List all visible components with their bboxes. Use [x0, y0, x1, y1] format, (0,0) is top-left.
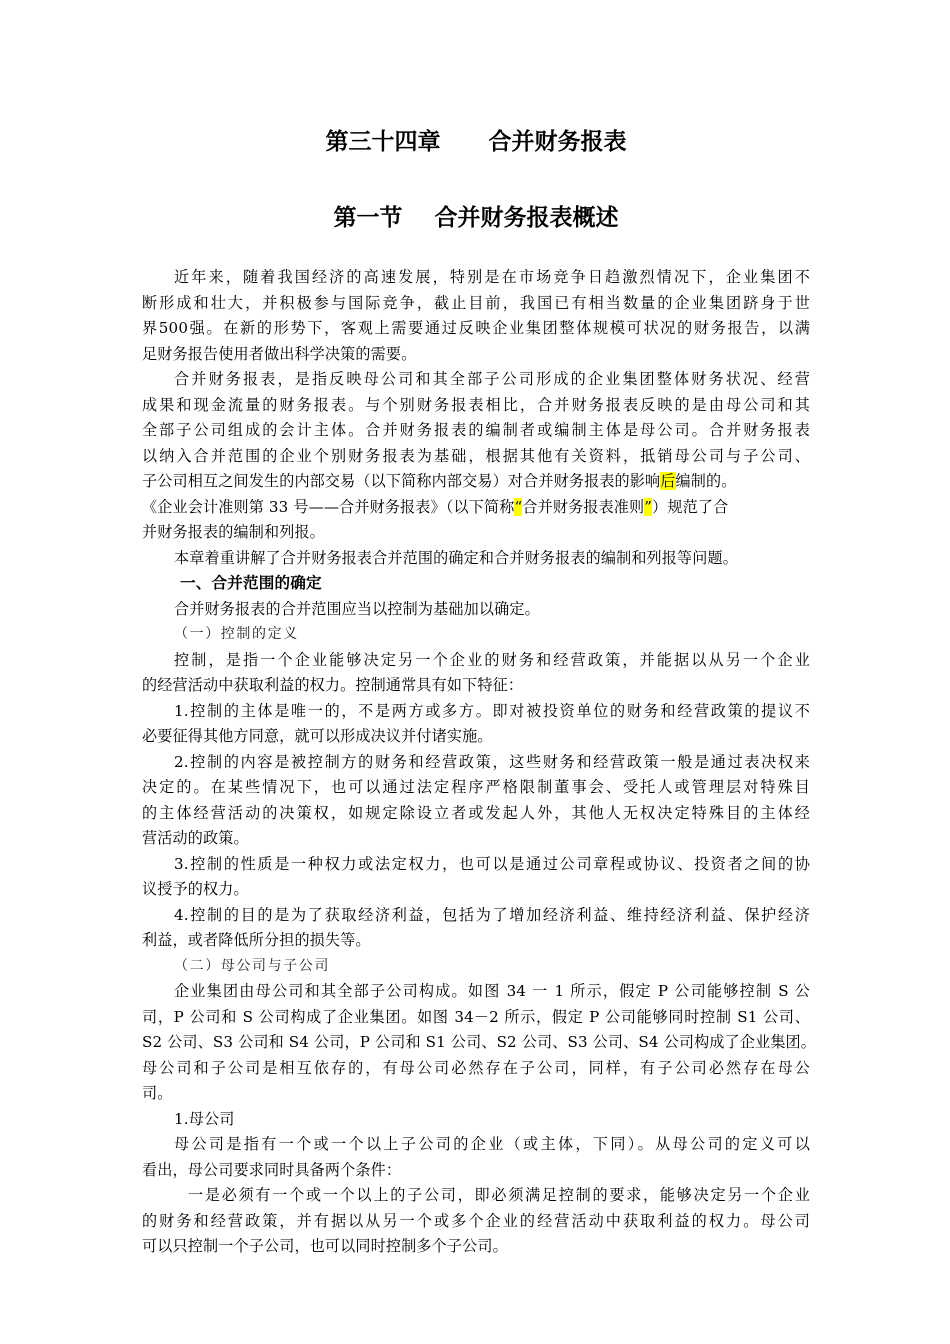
paragraph-line: 看出，母公司要求同时具备两个条件：	[142, 1160, 402, 1179]
paragraph-line: 以纳入合并范围的企业个别财务报表为基础，根据其他有关资料，抵销母公司与子公司、	[142, 446, 810, 465]
paragraph-line: 可以只控制一个子公司，也可以同时控制多个子公司。	[142, 1237, 508, 1255]
highlighted-text: 后	[660, 472, 676, 490]
paragraph-line: 界500强。在新的形势下，客观上需要通过反映企业集团整体规模可状况的财务报告，以满	[142, 319, 810, 337]
paragraph-line: 母公司是指有一个或一个以上子公司的企业（或主体，下同）。从母公司的定义可以	[174, 1135, 810, 1153]
subsection-heading: （一）控制的定义	[174, 626, 299, 642]
paragraph-line: 断形成和壮大，并积极参与国际竞争，截止目前，我国已有相当数量的企业集团跻身于世	[142, 293, 810, 312]
paragraph-line: 一是必须有一个或一个以上的子公司，即必须满足控制的要求，能够决定另一个企业	[188, 1186, 810, 1204]
paragraph-line: 司，P 公司和 S 公司构成了企业集团。如图 34－2 所示，假定 P 公司能够同时控制 S1 公司、	[142, 1007, 810, 1026]
paragraph-line: 司。	[142, 1084, 173, 1102]
paragraph-line: 本章着重讲解了合并财务报表合并范围的确定和合并财务报表的编制和列报等问题。	[174, 548, 739, 567]
paragraph-line: 的经营活动中获取利益的权力。控制通常具有如下特征：	[142, 676, 524, 694]
subsection-heading: （二）母公司与子公司	[174, 957, 330, 974]
list-item-line: 2.控制的内容是被控制方的财务和经营政策，这些财务和经营政策一般是通过表决权来	[174, 752, 810, 771]
paragraph-line: 控制，是指一个企业能够决定另一个企业的财务和经营政策，并能据以从另一个企业	[174, 650, 810, 669]
paragraph-line: 《企业会计准则第 33 号——合并财务报表》（以下简称“合并财务报表准则”）规范了合	[142, 497, 729, 516]
list-item-line: 议授予的权力。	[142, 880, 249, 898]
section-title: 第一节 合并财务报表概述	[333, 205, 619, 231]
paragraph-line: S2 公司、S3 公司和 S4 公司，P 公司和 S1 公司、S2 公司、S3 公司、S4 公司构成了企业集团。	[142, 1033, 817, 1051]
list-item-line: 的主体经营活动的决策权，如规定除设立者或发起人外，其他人无权决定特殊目的主体经	[142, 803, 810, 822]
section-heading: 一、合并范围的确定	[180, 574, 322, 592]
list-item-line: 决定的。在某些情况下，也可以通过法定程序严格限制董事会、受托人或管理层对特殊目	[142, 778, 810, 796]
paragraph-line: 企业集团由母公司和其全部子公司构成。如图 34 一 1 所示，假定 P 公司能够控制 S 公	[174, 982, 810, 1000]
document-body	[142, 265, 817, 1260]
paragraph-line: 的财务和经营政策，并有据以从另一个或多个企业的经营活动中获取利益的权力。母公司	[142, 1211, 810, 1230]
list-item-heading: 1.母公司	[174, 1109, 235, 1128]
paragraph-line: 合并财务报表的合并范围应当以控制为基础加以确定。	[174, 599, 540, 618]
list-item-line: 利益，或者降低所分担的损失等。	[142, 931, 371, 949]
list-item-line: 4.控制的目的是为了获取经济利益，包括为了增加经济利益、维持经济利益、保护经济	[174, 905, 810, 924]
paragraph-line: 近年来，随着我国经济的高速发展，特别是在市场竞争日趋激烈情况下，企业集团不	[174, 268, 810, 286]
highlighted-quote: “	[514, 497, 523, 516]
list-item-line: 1.控制的主体是唯一的，不是两方或多方。即对被投资单位的财务和经营政策的提议不	[174, 701, 810, 720]
paragraph-line: 子公司相互之间发生的内部交易（以下简称内部交易）对合并财务报表的影响后编制的。	[142, 472, 737, 490]
list-item-line: 必要征得其他方同意，就可以形成决议并付诸实施。	[142, 727, 493, 745]
paragraph-line: 母公司和子公司是相互依存的，有母公司必然存在子公司，同样，有子公司必然存在母公	[142, 1058, 810, 1077]
list-item-line: 营活动的政策。	[142, 829, 249, 847]
paragraph-line: 足财务报告使用者做出科学决策的需要。	[142, 344, 417, 363]
list-item-line: 3.控制的性质是一种权力或法定权力，也可以是通过公司章程或协议、投资者之间的协	[174, 854, 810, 873]
paragraph-line: 成果和现金流量的财务报表。与个别财务报表相比，合并财务报表反映的是由母公司和其	[142, 395, 810, 414]
paragraph-line: 合并财务报表，是指反映母公司和其全部子公司形成的企业集团整体财务状况、经营	[174, 370, 810, 388]
paragraph-line: 全部子公司组成的会计主体。合并财务报表的编制者或编制主体是母公司。合并财务报表	[142, 421, 810, 439]
paragraph-line: 并财务报表的编制和列报。	[142, 523, 325, 541]
highlighted-quote: ”	[644, 497, 653, 516]
chapter-title: 第三十四章 合并财务报表	[325, 129, 627, 155]
